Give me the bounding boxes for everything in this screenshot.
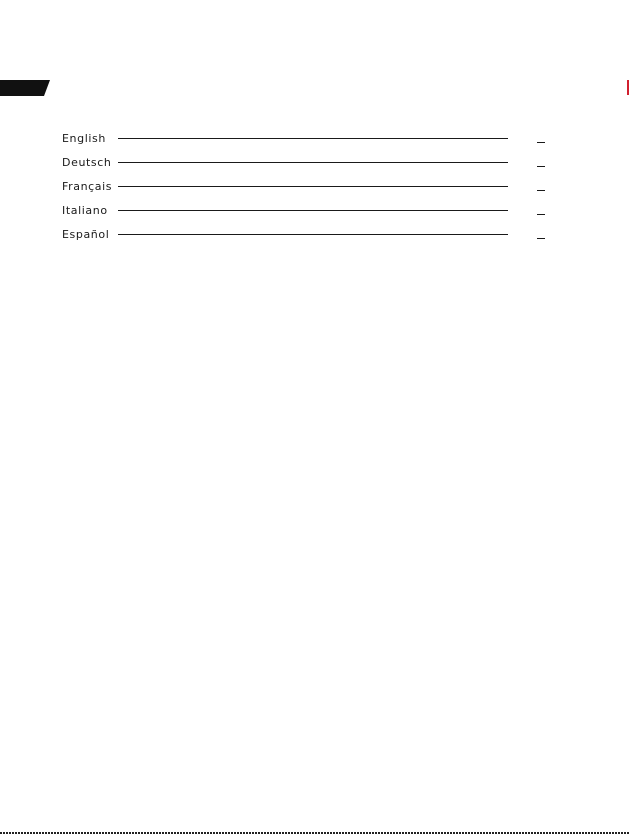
language-table-of-contents bbox=[62, 126, 552, 246]
toc-label: Deutsch bbox=[62, 155, 112, 169]
leader-line bbox=[118, 234, 508, 235]
page-number bbox=[537, 190, 545, 191]
leader-line bbox=[118, 138, 508, 139]
page-number bbox=[537, 142, 545, 143]
accent-mark bbox=[627, 80, 629, 95]
toc-row-english[interactable] bbox=[62, 126, 552, 150]
toc-label: Italiano bbox=[62, 203, 108, 217]
page-number bbox=[537, 214, 545, 215]
toc-label: Español bbox=[62, 227, 110, 241]
toc-row-francais[interactable] bbox=[62, 174, 552, 198]
toc-row-deutsch[interactable] bbox=[62, 150, 552, 174]
leader-line bbox=[118, 162, 508, 163]
leader-line bbox=[118, 186, 508, 187]
toc-row-espanol[interactable] bbox=[62, 222, 552, 246]
leader-line bbox=[118, 210, 508, 211]
page-number bbox=[537, 238, 545, 239]
toc-label: English bbox=[62, 131, 106, 145]
page-number bbox=[537, 166, 545, 167]
toc-row-italiano[interactable] bbox=[62, 198, 552, 222]
header-bar bbox=[0, 80, 50, 96]
toc-label: Français bbox=[62, 179, 113, 193]
